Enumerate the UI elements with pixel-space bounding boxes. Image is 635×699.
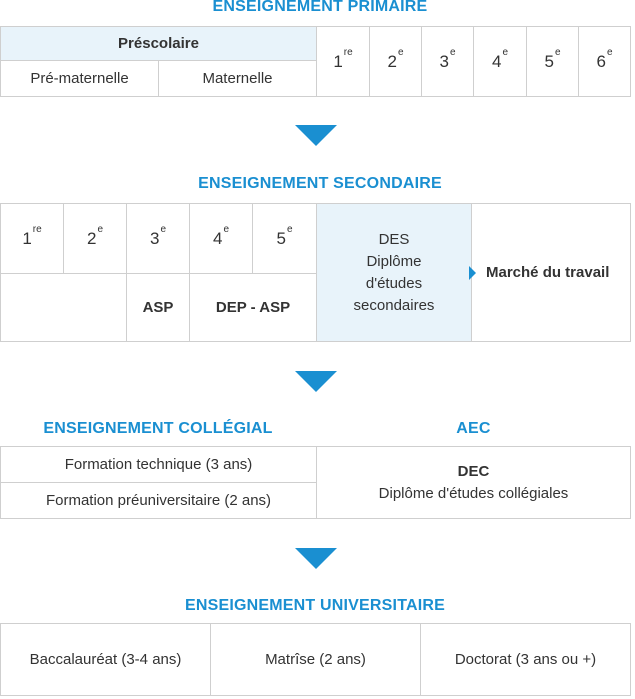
doctorate-label: Doctorat (3 ans ou +) bbox=[454, 650, 597, 668]
des-cell bbox=[316, 203, 472, 342]
master-label: Matrîse (2 ans) bbox=[265, 650, 366, 668]
grade-number: 5 bbox=[276, 228, 286, 248]
des-line: d'études bbox=[365, 274, 423, 292]
primary-grade-2 bbox=[369, 26, 422, 97]
pre-maternelle-cell bbox=[0, 60, 159, 97]
labor-market-cell bbox=[471, 203, 631, 342]
caret-right-icon bbox=[469, 266, 476, 280]
grade-suffix: e bbox=[397, 46, 404, 58]
grade-suffix: e bbox=[97, 223, 104, 235]
primary-grade-6 bbox=[578, 26, 631, 97]
primary-grade-1 bbox=[316, 26, 370, 97]
dep-asp-cell bbox=[189, 273, 317, 342]
grade-suffix: e bbox=[554, 46, 561, 58]
maternelle-label: Maternelle bbox=[202, 69, 273, 87]
doctorate-cell bbox=[420, 623, 631, 696]
grade-number: 4 bbox=[491, 51, 502, 71]
grade-suffix: e bbox=[502, 46, 509, 58]
secondary-grade-4 bbox=[189, 203, 253, 274]
preuniversity-training-cell bbox=[0, 482, 317, 519]
labor-market-label: Marché du travail bbox=[486, 263, 610, 281]
grade-number: 3 bbox=[439, 51, 449, 71]
grade-number: 1 bbox=[333, 51, 343, 71]
asp-cell bbox=[126, 273, 190, 342]
technical-training-label: Formation technique (3 ans) bbox=[64, 455, 253, 473]
grade-number: 3 bbox=[149, 228, 160, 248]
college-heading: ENSEIGNEMENT COLLÉGIAL bbox=[43, 420, 273, 437]
preuniversity-training-label: Formation préuniversitaire (2 ans) bbox=[45, 491, 272, 509]
grade-number: 4 bbox=[212, 228, 223, 248]
grade-number: 6 bbox=[596, 51, 606, 71]
asp-label: ASP bbox=[142, 298, 174, 316]
grade-suffix: e bbox=[223, 223, 230, 235]
university-heading: ENSEIGNEMENT UNIVERSITAIRE bbox=[184, 597, 446, 614]
grade-number: 2 bbox=[86, 228, 97, 248]
secondary-grade-3 bbox=[126, 203, 190, 274]
dec-cell bbox=[316, 446, 631, 519]
grade-number: 1 bbox=[22, 228, 32, 248]
grade-suffix: e bbox=[286, 223, 293, 235]
dec-full-label: Diplôme d'études collégiales bbox=[378, 484, 569, 502]
des-line: Diplôme bbox=[366, 252, 422, 270]
grade-suffix: re bbox=[343, 46, 353, 58]
primary-grade-3 bbox=[421, 26, 474, 97]
down-arrow-icon bbox=[295, 548, 337, 569]
grade-suffix: e bbox=[606, 46, 613, 58]
grade-number: 5 bbox=[544, 51, 554, 71]
bachelor-cell bbox=[0, 623, 211, 696]
primary-grade-5 bbox=[526, 26, 579, 97]
dep-asp-label: DEP - ASP bbox=[215, 298, 291, 316]
technical-training-cell bbox=[0, 446, 317, 483]
primary-grade-4 bbox=[473, 26, 527, 97]
down-arrow-icon bbox=[295, 125, 337, 146]
secondary-grade-5 bbox=[252, 203, 317, 274]
down-arrow-icon bbox=[295, 371, 337, 392]
maternelle-cell bbox=[158, 60, 317, 97]
dec-label: DEC bbox=[457, 462, 490, 480]
prescolaire-cell bbox=[0, 26, 317, 61]
secondary-heading: ENSEIGNEMENT SECONDAIRE bbox=[198, 175, 442, 192]
des-line: secondaires bbox=[353, 296, 435, 314]
grade-number: 2 bbox=[387, 51, 397, 71]
bachelor-label: Baccalauréat (3-4 ans) bbox=[29, 650, 182, 668]
secondary-empty-cell bbox=[0, 273, 127, 342]
des-line: DES bbox=[378, 230, 410, 248]
grade-suffix: e bbox=[449, 46, 456, 58]
pre-maternelle-label: Pré-maternelle bbox=[30, 69, 129, 87]
master-cell bbox=[210, 623, 421, 696]
secondary-grade-1 bbox=[0, 203, 64, 274]
aec-heading: AEC bbox=[456, 420, 491, 437]
grade-suffix: e bbox=[160, 223, 167, 235]
prescolaire-label: Préscolaire bbox=[118, 34, 199, 52]
primary-heading: ENSEIGNEMENT PRIMAIRE bbox=[212, 0, 428, 15]
grade-suffix: re bbox=[32, 223, 42, 235]
secondary-grade-2 bbox=[63, 203, 127, 274]
